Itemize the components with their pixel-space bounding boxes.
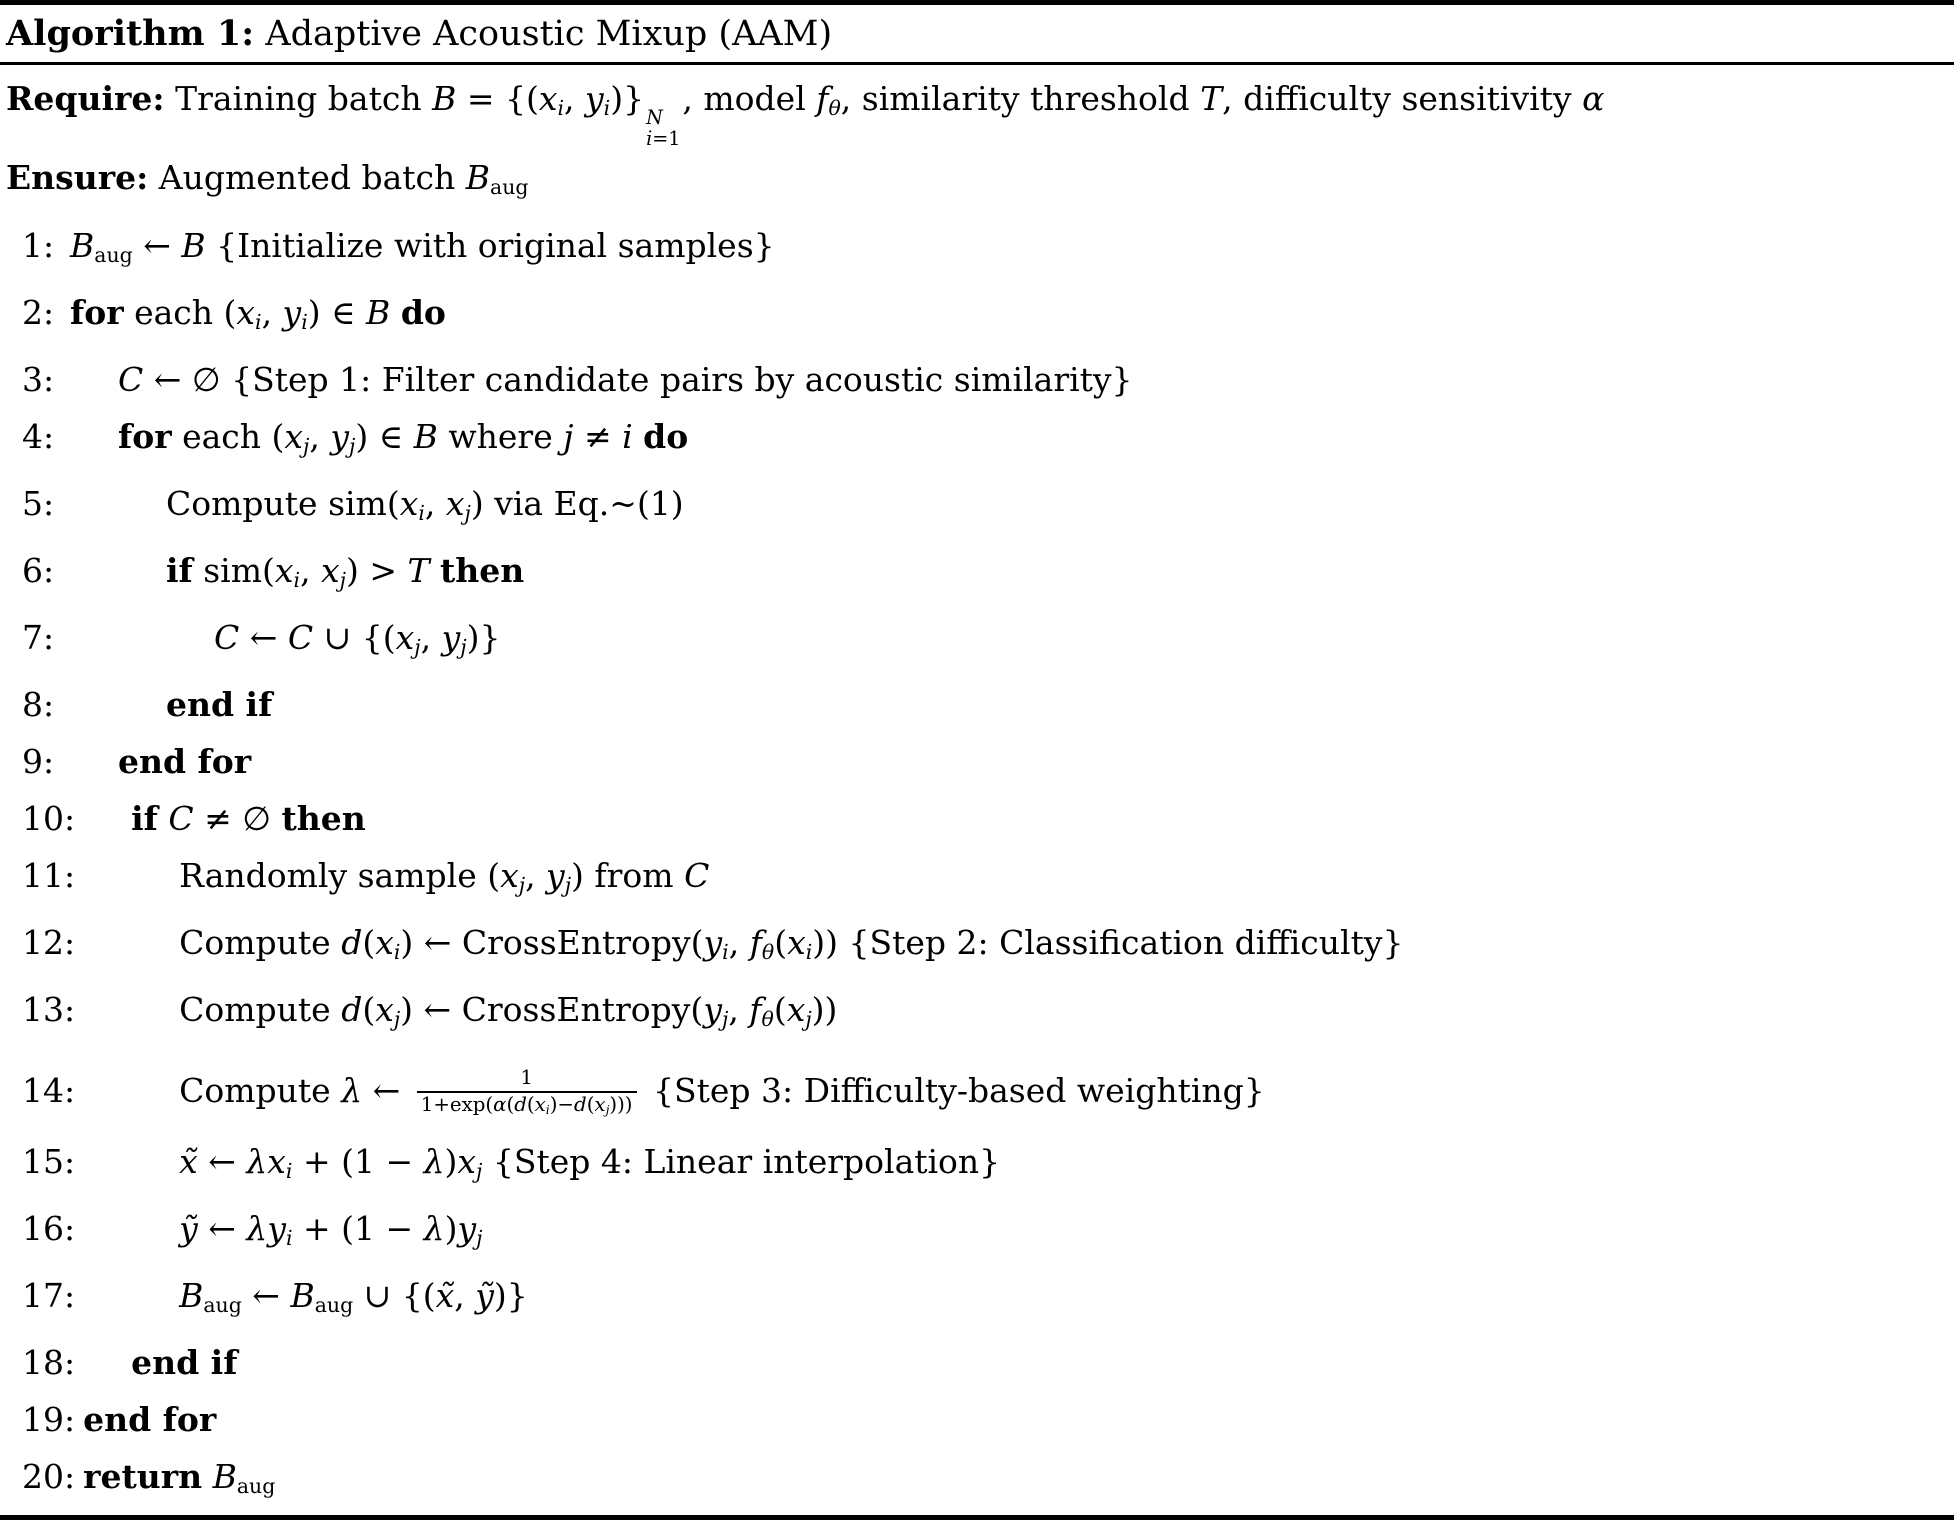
algorithm-name: Adaptive Acoustic Mixup (AAM) xyxy=(265,14,833,54)
line-number: 12: xyxy=(22,923,76,963)
algorithm-label: Algorithm 1: xyxy=(6,13,255,54)
algorithm-line-14 xyxy=(0,1049,1948,1133)
line-number: 2: xyxy=(22,292,55,332)
line-content: if C ≠ ∅ then xyxy=(131,799,366,839)
require-line xyxy=(0,70,1948,149)
algorithm-body xyxy=(0,65,1954,1515)
algorithm-line-7 xyxy=(0,609,1948,676)
line-content: Randomly sample ($x_j$, $y_j$) from C xyxy=(179,856,710,898)
line-content: Compute $d(x_j)$ ← $CrossEntropy(y_j$, $f_\theta(x_j)$) xyxy=(179,990,838,1032)
line-number: 15: xyxy=(22,1141,76,1181)
algorithm-line-10 xyxy=(0,790,1948,847)
algorithm-line-3 xyxy=(0,351,1948,408)
algorithm-line-16 xyxy=(0,1200,1948,1267)
line-number: 20: xyxy=(22,1456,76,1496)
algorithm-line-12 xyxy=(0,914,1948,981)
line-content: if $sim(x_i$, $x_j) > T$ then xyxy=(166,550,525,593)
algorithm-line-13 xyxy=(0,981,1948,1048)
line-number: 14: xyxy=(22,1070,76,1110)
line-number: 19: xyxy=(22,1399,76,1439)
line-content: $B_{aug}$ ← B {Initialize with original samples} xyxy=(70,225,775,267)
algorithm-line-6 xyxy=(0,542,1948,609)
line-number: 7: xyxy=(22,618,55,658)
line-content: Compute $d(x_i)$ ← $CrossEntropy(y_i$, $f_\theta(x_i)$) {Step 2: Classification difficulty} xyxy=(179,923,1404,965)
line-number: 10: xyxy=(22,799,76,839)
line-content: Compute λ ← $\frac{1}{1+\exp(\alpha(d(x_i)-d(x_j)))}$ {Step 3: Difficulty-based weighting} xyxy=(179,1066,1265,1118)
ensure-line xyxy=(0,149,1948,216)
line-content: end for xyxy=(83,1399,217,1439)
algorithm-line-2 xyxy=(0,284,1948,351)
line-content: end for xyxy=(118,742,252,782)
line-number: 18: xyxy=(22,1342,76,1382)
line-content: for each ($x_i$, $y_i$) ∈ B do xyxy=(70,292,446,334)
algorithm-line-18 xyxy=(0,1334,1948,1391)
algorithm-line-8 xyxy=(0,676,1948,733)
line-content: end if xyxy=(166,685,273,725)
line-content: for each ($x_j$, $y_j$) ∈ B where j ≠ i do xyxy=(118,416,689,458)
algorithm-line-19 xyxy=(0,1391,1948,1448)
bottom-rule xyxy=(0,1515,1954,1520)
algorithm-line-11 xyxy=(0,847,1948,914)
line-content: ỹ ← $\lambda y_i + (1 - \lambda)y_j$ xyxy=(179,1208,483,1250)
ensure-label: Ensure: xyxy=(6,158,149,198)
line-number: 4: xyxy=(22,416,55,456)
line-content: C ← C ∪ {($x_j$, $y_j$)} xyxy=(214,618,501,660)
line-content: $B_{aug}$ ← $B_{aug}$ ∪ {(x̃, ỹ)} xyxy=(179,1275,528,1317)
line-content: C ← ∅ {Step 1: Filter candidate pairs by acoustic similarity} xyxy=(118,359,1133,399)
algorithm-lines xyxy=(0,217,1948,1515)
ensure-content: Augmented batch $B_{aug}$ xyxy=(158,158,529,200)
line-number: 16: xyxy=(22,1208,76,1248)
algorithm-line-17 xyxy=(0,1267,1948,1334)
algorithm-line-1 xyxy=(0,217,1948,284)
line-number: 11: xyxy=(22,856,76,896)
line-number: 17: xyxy=(22,1275,76,1315)
line-number: 13: xyxy=(22,990,76,1030)
line-content: end if xyxy=(131,1342,238,1382)
algorithm-line-20 xyxy=(0,1448,1948,1515)
require-label: Require: xyxy=(6,79,165,118)
require-content: Training batch $B = \{(x_i$, $y_i$)} N i=1 , model $f_\theta$, similarity threshold T, difficulty sensitivity α xyxy=(175,79,1605,151)
algorithm-line-5 xyxy=(0,475,1948,542)
algorithm-line-9 xyxy=(0,733,1948,790)
line-number: 1: xyxy=(22,225,55,265)
algorithm-line-15 xyxy=(0,1133,1948,1200)
line-number: 6: xyxy=(22,550,55,590)
line-number: 3: xyxy=(22,359,55,399)
line-number: 8: xyxy=(22,685,55,725)
algorithm-title xyxy=(0,5,1954,62)
line-number: 5: xyxy=(22,483,55,523)
line-content: x̃ ← $\lambda x_i + (1 - \lambda)x_j$ {Step 4: Linear interpolation} xyxy=(179,1141,1001,1183)
algorithm-line-4 xyxy=(0,408,1948,475)
line-number: 9: xyxy=(22,742,55,782)
line-content: return $B_{aug}$ xyxy=(83,1456,276,1498)
line-content: Compute $sim(x_i$, $x_j$) via Eq.~(1) xyxy=(166,483,684,525)
